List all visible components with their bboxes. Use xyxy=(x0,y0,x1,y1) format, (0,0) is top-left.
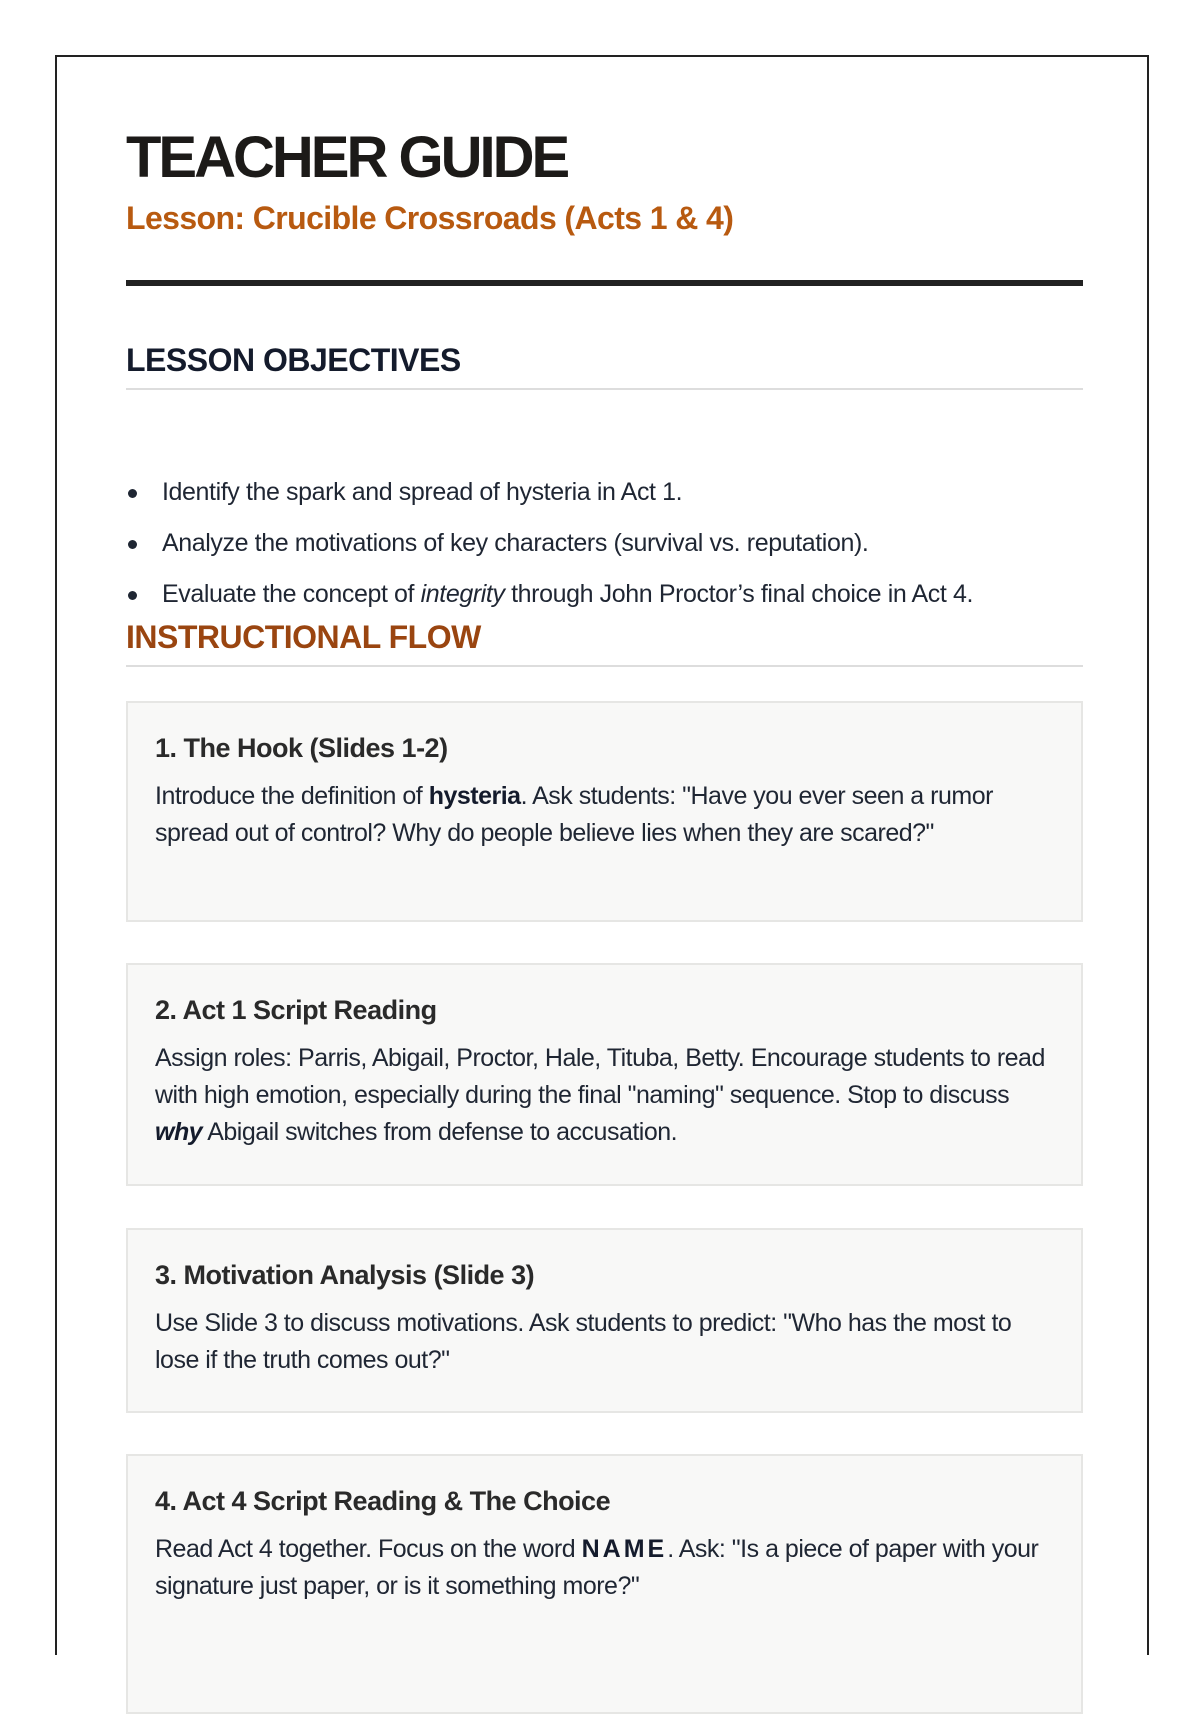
text: Read Act 4 together. Focus on the word xyxy=(155,1535,582,1563)
text: Abigail switches from defense to accusation. xyxy=(202,1118,678,1146)
page-title: TEACHER GUIDE xyxy=(126,125,568,190)
text: through John Proctor’s final choice in Act 4. xyxy=(504,580,974,608)
strong: hysteria xyxy=(428,782,521,810)
lesson-subtitle: Lesson: Crucible Crossroads (Acts 1 & 4) xyxy=(126,200,734,236)
objectives-heading: LESSON OBJECTIVES xyxy=(126,343,1083,390)
text: Assign roles: Parris, Abigail, Proctor, Hale, Tituba, Betty. Encourage students to read with high emotion, especially during the final "naming" sequence. Stop to discuss xyxy=(155,1044,1045,1109)
step-title: 3. Motivation Analysis (Slide 3) xyxy=(155,1260,535,1290)
strong: NAME xyxy=(581,1535,668,1563)
document-page xyxy=(55,55,1149,1655)
list-item xyxy=(126,569,973,620)
header-divider xyxy=(126,280,1083,286)
text: . Ask students: "Have you ever seen a rumor spread out of control? Why do people believe lies when they are scared?" xyxy=(155,782,993,847)
step-card xyxy=(126,1228,1083,1413)
list-item: Identify the spark and spread of hysteria in Act 1. xyxy=(126,467,973,518)
emphasis: integrity xyxy=(420,580,505,608)
step-title: 2. Act 1 Script Reading xyxy=(155,995,437,1025)
step-text xyxy=(155,1531,1055,1605)
text: Evaluate the concept of xyxy=(162,580,421,608)
list-item: Analyze the motivations of key characters (survival vs. reputation). xyxy=(126,518,973,569)
step-text xyxy=(155,1040,1055,1151)
step-card xyxy=(126,701,1083,922)
step-text xyxy=(155,778,1055,852)
text: . Ask: "Is a piece of paper with your signature just paper, or is it something more?" xyxy=(155,1535,1039,1600)
step-card xyxy=(126,963,1083,1186)
step-title: 1. The Hook (Slides 1-2) xyxy=(155,733,448,763)
step-title: 4. Act 4 Script Reading & The Choice xyxy=(155,1486,611,1516)
step-text: Use Slide 3 to discuss motivations. Ask students to predict: "Who has the most to lose if the truth comes out?" xyxy=(155,1309,1012,1374)
step-card xyxy=(126,1454,1083,1714)
text: Introduce the definition of xyxy=(155,782,429,810)
flow-heading: INSTRUCTIONAL FLOW xyxy=(126,620,1083,667)
objectives-list xyxy=(126,467,973,620)
strong-emphasis: why xyxy=(155,1118,203,1146)
